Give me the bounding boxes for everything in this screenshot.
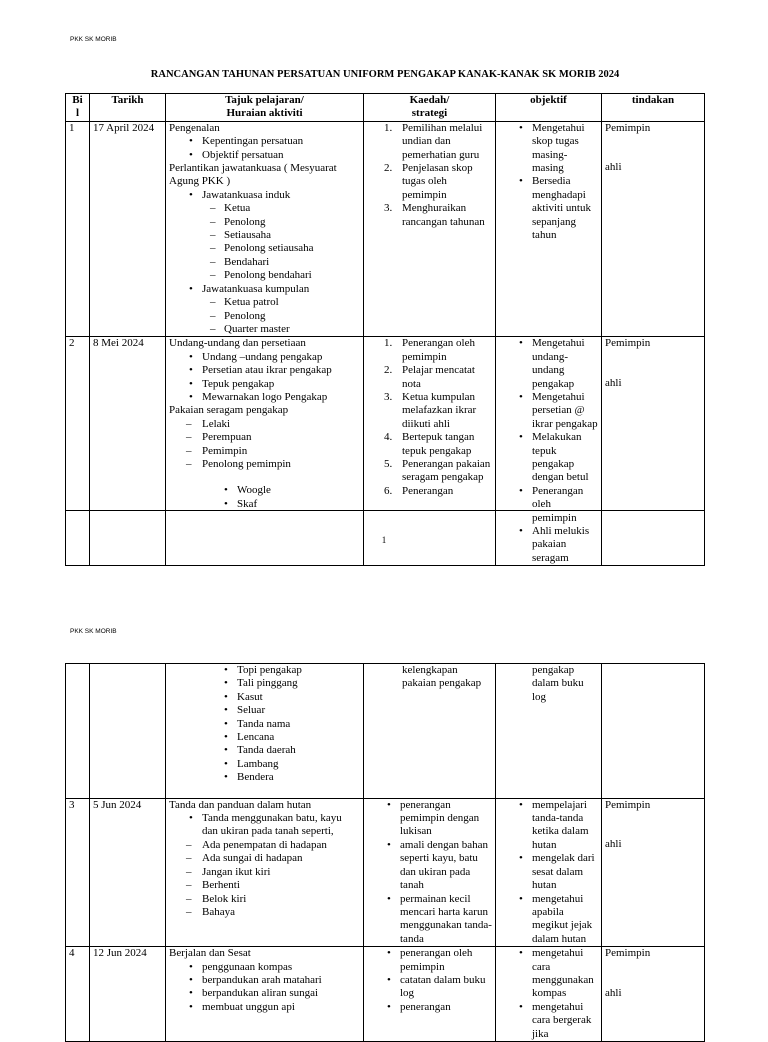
cell-tarikh: 8 Mei 2024: [90, 337, 166, 566]
list-item: – Bahaya: [202, 906, 360, 919]
header-objektif: objektif: [496, 94, 602, 122]
list-item: • mempelajari tanda-tanda ketika dalam hutan: [532, 799, 598, 853]
list-item: • mengelak dari sesat dalam hutan: [532, 852, 598, 892]
list-item: • Tali pinggang: [237, 677, 360, 690]
cell-objektif: [496, 798, 602, 946]
list-item: 1. Penerangan oleh pemimpin: [384, 337, 475, 363]
cell-kaedah: [364, 121, 496, 337]
list-item: • Kepentingan persatuan: [202, 135, 360, 148]
list-item: – Pemimpin: [202, 445, 360, 458]
list-item: – Bendahari: [224, 256, 360, 269]
header-tajuk: Tajuk pelajaran/ Huraian aktiviti: [166, 94, 364, 122]
list-item: • Tanda menggunakan batu, kayu dan ukiran pada tanah seperti,: [202, 812, 360, 839]
header-tarikh: Tarikh: [90, 94, 166, 122]
list-item: • permainan kecil mencari harta karun menggunakan tanda-tanda: [400, 893, 492, 947]
list-item: • Lencana: [237, 731, 360, 744]
list-item: – Ada penempatan di hadapan: [202, 839, 360, 852]
page-header: PKK SK MORIB: [70, 628, 117, 635]
cell-kaedah: [364, 798, 496, 946]
list-item: – Penolong bendahari: [224, 269, 360, 282]
list-item: • Persetian atau ikrar pengakap: [202, 364, 360, 377]
list-item: – Ada sungai di hadapan: [202, 852, 360, 865]
list-item: – Quarter master: [224, 323, 360, 336]
list-item: • Objektif persatuan: [202, 149, 360, 162]
list-item: 2. Penjelasan skop tugas oleh pemimpin: [384, 162, 473, 201]
cell-kaedah: [364, 947, 496, 1042]
cell-objektif: [496, 337, 602, 566]
list-item: – Jangan ikut kiri: [202, 866, 360, 879]
header-kaedah: Kaedah/ strategi: [364, 94, 496, 122]
list-item: • mengetahui cara menggunakan kompas: [532, 947, 598, 1001]
list-item: • Skaf: [237, 498, 360, 511]
list-item: – Ketua: [224, 202, 360, 215]
list-item: • mengetahui cara bergerak jika: [532, 1001, 598, 1041]
cell-tindakan: Pemimpin ahli: [602, 337, 705, 566]
list-item: • penggunaan kompas: [202, 961, 360, 974]
cell-tindakan: Pemimpin ahli: [602, 121, 705, 337]
list-item: 2. Pelajar mencatat nota: [384, 364, 475, 390]
list-item: • Mengetahui persetian @ ikrar pengakap: [532, 391, 598, 431]
list-item: • berpandukan arah matahari: [202, 974, 360, 987]
list-item: • Tepuk pengakap: [202, 378, 360, 391]
cell-tarikh: 12 Jun 2024: [90, 947, 166, 1042]
cell-tajuk: Undang-undang dan persetiaan • Undang –undang pengakap • Persetian atau ikrar pengakap • Tepuk pengakap • Mewarnakan logo Pengakap Pakaian seragam pengakap – Lelaki – Perempuan – Pemimpin – Penolong pemimpin • Woogle • Skaf: [166, 337, 364, 566]
list-item: • Undang –undang pengakap: [202, 351, 360, 364]
list-item: • Mengetahui skop tugas masing-masing: [532, 122, 598, 176]
list-item: • Woogle: [237, 484, 360, 497]
cell-objektif: [496, 121, 602, 337]
list-item: • penerangan: [400, 1001, 492, 1014]
list-item: • Bendera: [237, 771, 360, 784]
list-item: – Penolong: [224, 310, 360, 323]
cell-objektif: pengakap dalam buku log: [496, 664, 602, 799]
list-item: – Lelaki: [202, 418, 360, 431]
list-item: • mengetahui apabila megikut jejak dalam hutan: [532, 893, 598, 947]
page-2: [0, 595, 768, 1040]
list-item: • Mewarnakan logo Pengakap: [202, 391, 360, 404]
list-item: – Berhenti: [202, 879, 360, 892]
list-item: • Tanda daerah: [237, 744, 360, 757]
list-item: – Ketua patrol: [224, 296, 360, 309]
document-title: RANCANGAN TAHUNAN PERSATUAN UNIFORM PENGAKAP KANAK-KANAK SK MORIB 2024: [150, 69, 620, 80]
list-item: • membuat unggun api: [202, 1001, 360, 1014]
cell-tajuk: Berjalan dan Sesat • penggunaan kompas • berpandukan arah matahari • berpandukan aliran sungai • membuat unggun api: [166, 947, 364, 1042]
cell-tarikh: 5 Jun 2024: [90, 798, 166, 946]
list-item: • berpandukan aliran sungai: [202, 987, 360, 1000]
plan-table: [65, 93, 704, 564]
list-item: • Bersedia menghadapi aktiviti untuk sepanjang tahun: [532, 175, 598, 242]
table-row: [66, 947, 705, 1042]
list-item: • Lambang: [237, 758, 360, 771]
list-item: 5. Penerangan pakaian seragam pengakap: [384, 457, 491, 484]
list-item: – Penolong: [224, 216, 360, 229]
list-item: • Mengetahui undang-undang pengakap: [532, 337, 598, 391]
list-item: • Jawatankuasa induk: [202, 189, 360, 202]
list-item: 4. Bertepuk tangan tepuk pengakap: [384, 431, 475, 457]
list-item: • Seluar: [237, 704, 360, 717]
list-item: 1. Pemilihan melalui undian dan pemerhatian guru: [384, 121, 483, 161]
list-item: • penerangan oleh pemimpin: [400, 947, 492, 974]
list-item: – Belok kiri: [202, 893, 360, 906]
list-item: • Melakukan tepuk pengakap dengan betul: [532, 431, 598, 485]
cell-bil: [66, 664, 90, 799]
cell-tarikh: 17 April 2024: [90, 121, 166, 337]
cell-kaedah: [364, 337, 496, 566]
plan-table-continued: [65, 663, 704, 1040]
cell-bil: 1: [66, 121, 90, 337]
table-row: [66, 798, 705, 946]
list-item: 6. Penerangan: [384, 484, 454, 497]
header-bil: Bi l: [66, 94, 90, 122]
list-item: – Perempuan: [202, 431, 360, 444]
table-header-row: [66, 94, 705, 122]
cell-bil: 2: [66, 337, 90, 566]
page-number: 1: [381, 535, 387, 545]
list-item: • Ahli melukis pakaian seragam: [532, 525, 598, 565]
cell-tarikh: [90, 664, 166, 799]
list-item: • Topi pengakap: [237, 664, 360, 677]
table-row: [66, 121, 705, 337]
list-item: • Penerangan oleh pemimpin: [532, 485, 598, 525]
list-item: 3. Ketua kumpulan melafazkan ikrar diikuti ahli: [384, 390, 477, 430]
header-tindakan: tindakan: [602, 94, 705, 122]
cell-tindakan: Pemimpin ahli: [602, 798, 705, 946]
list-item: • Kasut: [237, 691, 360, 704]
cell-bil: 4: [66, 947, 90, 1042]
list-item: – Penolong setiausaha: [224, 242, 360, 255]
cell-tajuk: Tanda dan panduan dalam hutan • Tanda menggunakan batu, kayu dan ukiran pada tanah seperti, – Ada penempatan di hadapan – Ada sungai di hadapan – Jangan ikut kiri – Berhenti – Belok kiri – Bahaya: [166, 798, 364, 946]
table-row: [66, 664, 705, 799]
cell-bil: 3: [66, 798, 90, 946]
list-item: – Setiausaha: [224, 229, 360, 242]
list-item: • amali dengan bahan seperti kayu, batu dan ukiran pada tanah: [400, 839, 492, 893]
cell-objektif: [496, 947, 602, 1042]
list-item: • Jawatankuasa kumpulan: [202, 283, 360, 296]
list-item: 3. Menghuraikan rancangan tahunan: [384, 202, 485, 228]
list-item: • catatan dalam buku log: [400, 974, 492, 1001]
table-row: [66, 337, 705, 566]
page-header: PKK SK MORIB: [70, 36, 117, 43]
list-item: • Tanda nama: [237, 718, 360, 731]
cell-tindakan: Pemimpin ahli: [602, 947, 705, 1042]
list-item: • penerangan pemimpin dengan lukisan: [400, 799, 492, 839]
list-item: – Penolong pemimpin: [202, 458, 360, 471]
cell-tajuk: [166, 664, 364, 799]
cell-tindakan: [602, 664, 705, 799]
cell-kaedah: kelengkapan pakaian pengakap: [364, 664, 496, 799]
cell-tajuk: Pengenalan • Kepentingan persatuan • Objektif persatuan Perlantikan jawatankuasa ( Mesyuarat Agung PKK ) • Jawatankuasa induk – Ketua – Penolong – Setiausaha – Penolong setiausaha – Bendahari – Penolong bendahari • Jawatankuasa kumpulan – Ketua patrol – Penolong – Quarter master: [166, 121, 364, 337]
